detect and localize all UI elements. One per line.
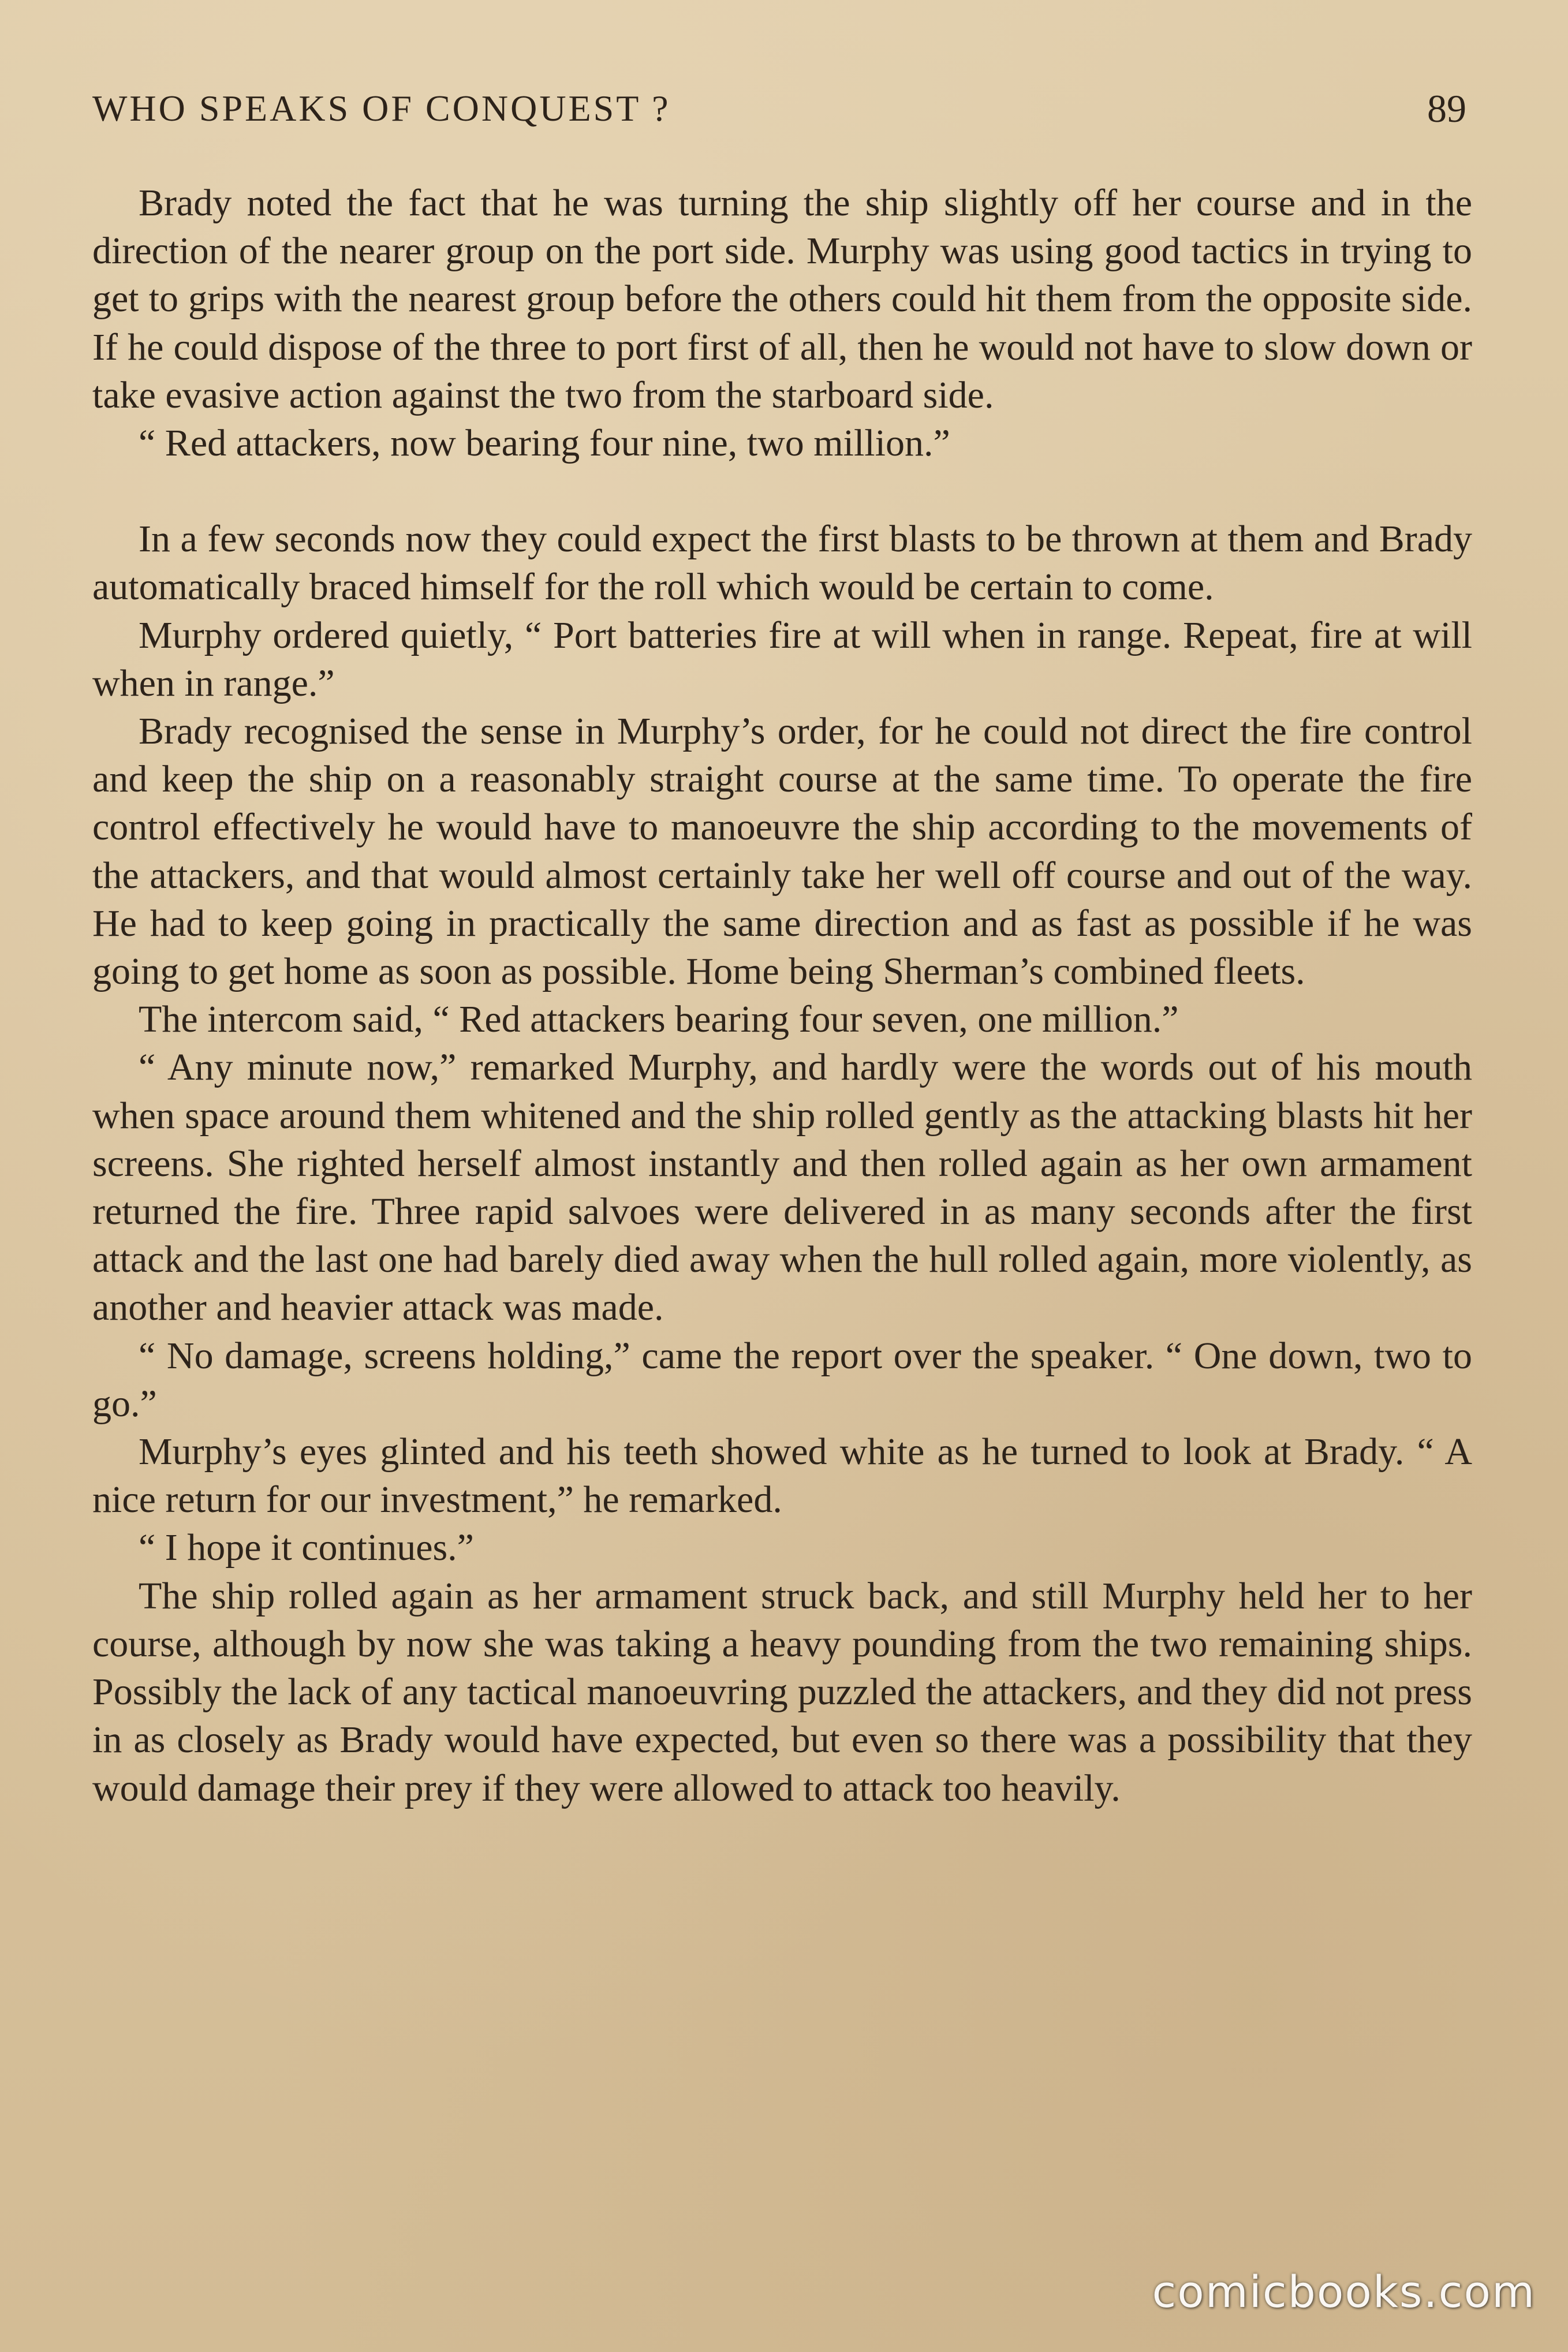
paragraph: “ Any minute now,” remarked Murphy, and hardly were the words out of his mouth when space around them whitened and the ship rolled gently as the attacking blasts hit her screens. She righted herself almost instantly and then rolled again as her own armament returned the fire. Three rapid salvoes were delivered in as many seconds after the first attack and the last one had barely died away when the hull rolled again, more violently, as another and heavier attack was made. xyxy=(92,1046,1472,1329)
page-header xyxy=(92,80,1466,137)
paragraph: Murphy ordered quietly, “ Port batteries fire at will when in range. Repeat, fire at will when in range.” xyxy=(92,614,1472,704)
paragraph: In a few seconds now they could expect the first blasts to be thrown at them and Brady automatically braced himself for the roll which would be certain to come. xyxy=(92,518,1472,608)
paragraph: “ No damage, screens holding,” came the report over the speaker. “ One down, two to go.” xyxy=(92,1334,1472,1425)
paragraph: The ship rolled again as her armament struck back, and still Murphy held her to her course, although by now she was taking a heavy pounding from the two remaining ships. Possibly the lack of any tactical manoeuvring puzzled the attackers, and they did not press in as closely as Brady would have expected, but even so there was a possibility that they would damage their prey if they were allowed to attack too heavily. xyxy=(92,1574,1472,1809)
paragraph: “ I hope it continues.” xyxy=(139,1526,474,1569)
running-head: WHO SPEAKS OF CONQUEST ? xyxy=(92,88,671,129)
paragraph: Murphy’s eyes glinted and his teeth showed white as he turned to look at Brady. “ A nice return for our investment,” he remarked. xyxy=(92,1431,1472,1521)
paragraph: Brady recognised the sense in Murphy’s order, for he could not direct the fire control and keep the ship on a reasonably straight course at the same time. To operate the fire control effectively he would have to manoeuvre the ship according to the movements of the attackers, and that would almost certainly take her well off course and out of the way. He had to keep going in practically the same direction and as fast as possible if he was going to get home as soon as possible. Home being Sherman’s combined fleets. xyxy=(92,710,1472,993)
paragraph: Brady noted the fact that he was turning the ship slightly off her course and in the direction of the nearer group on the port side. Murphy was using good tactics in trying to get to grips with the nearest group before the others could hit them from the opposite side. If he could dispose of the three to port first of all, then he would not have to slow down or take evasive action against the two from the starboard side. xyxy=(92,182,1472,416)
page-number: 89 xyxy=(1427,87,1466,130)
paragraph: “ Red attackers, now bearing four nine, two million.” xyxy=(139,422,950,465)
watermark: comicbooks.com xyxy=(1152,2266,1536,2317)
body-text xyxy=(92,179,1472,1812)
paragraph: The intercom said, “ Red attackers bearing four seven, one million.” xyxy=(139,998,1179,1041)
